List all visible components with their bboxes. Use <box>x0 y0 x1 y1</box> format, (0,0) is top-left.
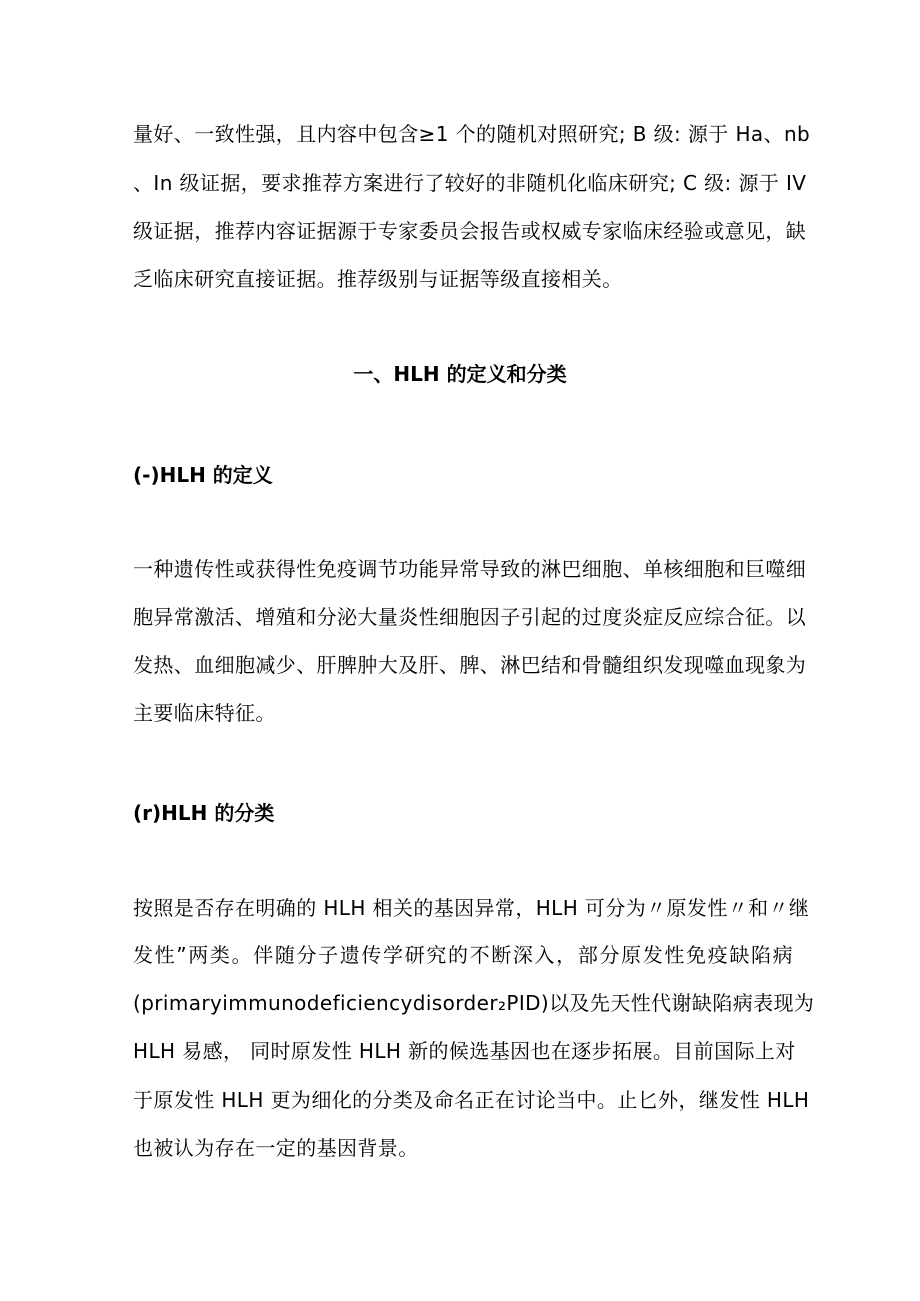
classification-line-4: HLH 易感， 同时原发性 HLH 新的候选基因也在逐步拓展。目前国际上对 <box>133 1039 796 1063</box>
definition-line-3: 发热、血细胞减少、肝脾肿大及肝、脾、淋巴结和骨髓组织发现噬血现象为 <box>133 653 807 677</box>
definition-heading: (-)HLH 的定义 <box>133 463 273 487</box>
definition-line-4: 主要临床特征。 <box>133 701 276 725</box>
classification-line-1: 按照是否存在明确的 HLH 相关的基因异常，HLH 可分为〃原发性〃和〃继 <box>133 896 810 920</box>
classification-line-3: (primaryimmunodeficiencydisorder₂PID)以及先天性代谢缺陷病表现为 <box>133 991 815 1015</box>
definition-line-1: 一种遗传性或获得性免疫调节功能异常导致的淋巴细胞、单核细胞和巨噬细 <box>133 557 807 581</box>
classification-heading: (r)HLH 的分类 <box>133 801 275 825</box>
intro-line-1: 量好、一致性强，且内容中包含≥1 个的随机对照研究; B 级: 源于 Ha、nb <box>133 122 811 146</box>
intro-line-2: 、In 级证据，要求推荐方案进行了较好的非随机化临床研究; C 级: 源于 IV <box>133 171 807 195</box>
classification-line-6: 也被认为存在一定的基因背景。 <box>133 1136 419 1160</box>
definition-line-2: 胞异常激活、增殖和分泌大量炎性细胞因子引起的过度炎症反应综合征。以 <box>133 605 807 629</box>
section-title: 一、HLH 的定义和分类 <box>353 362 567 386</box>
classification-line-2: 发性”两类。伴随分子遗传学研究的不断深入，部分原发性免疫缺陷病 <box>133 943 793 967</box>
intro-line-4: 乏临床研究直接证据。推荐级别与证据等级直接相关。 <box>133 267 623 291</box>
classification-line-5: 于原发性 HLH 更为细化的分类及命名正在讨论当中。止匕外，继发性 HLH <box>133 1088 810 1112</box>
intro-line-3: 级证据，推荐内容证据源于专家委员会报告或权威专家临床经验或意见，缺 <box>133 219 807 243</box>
